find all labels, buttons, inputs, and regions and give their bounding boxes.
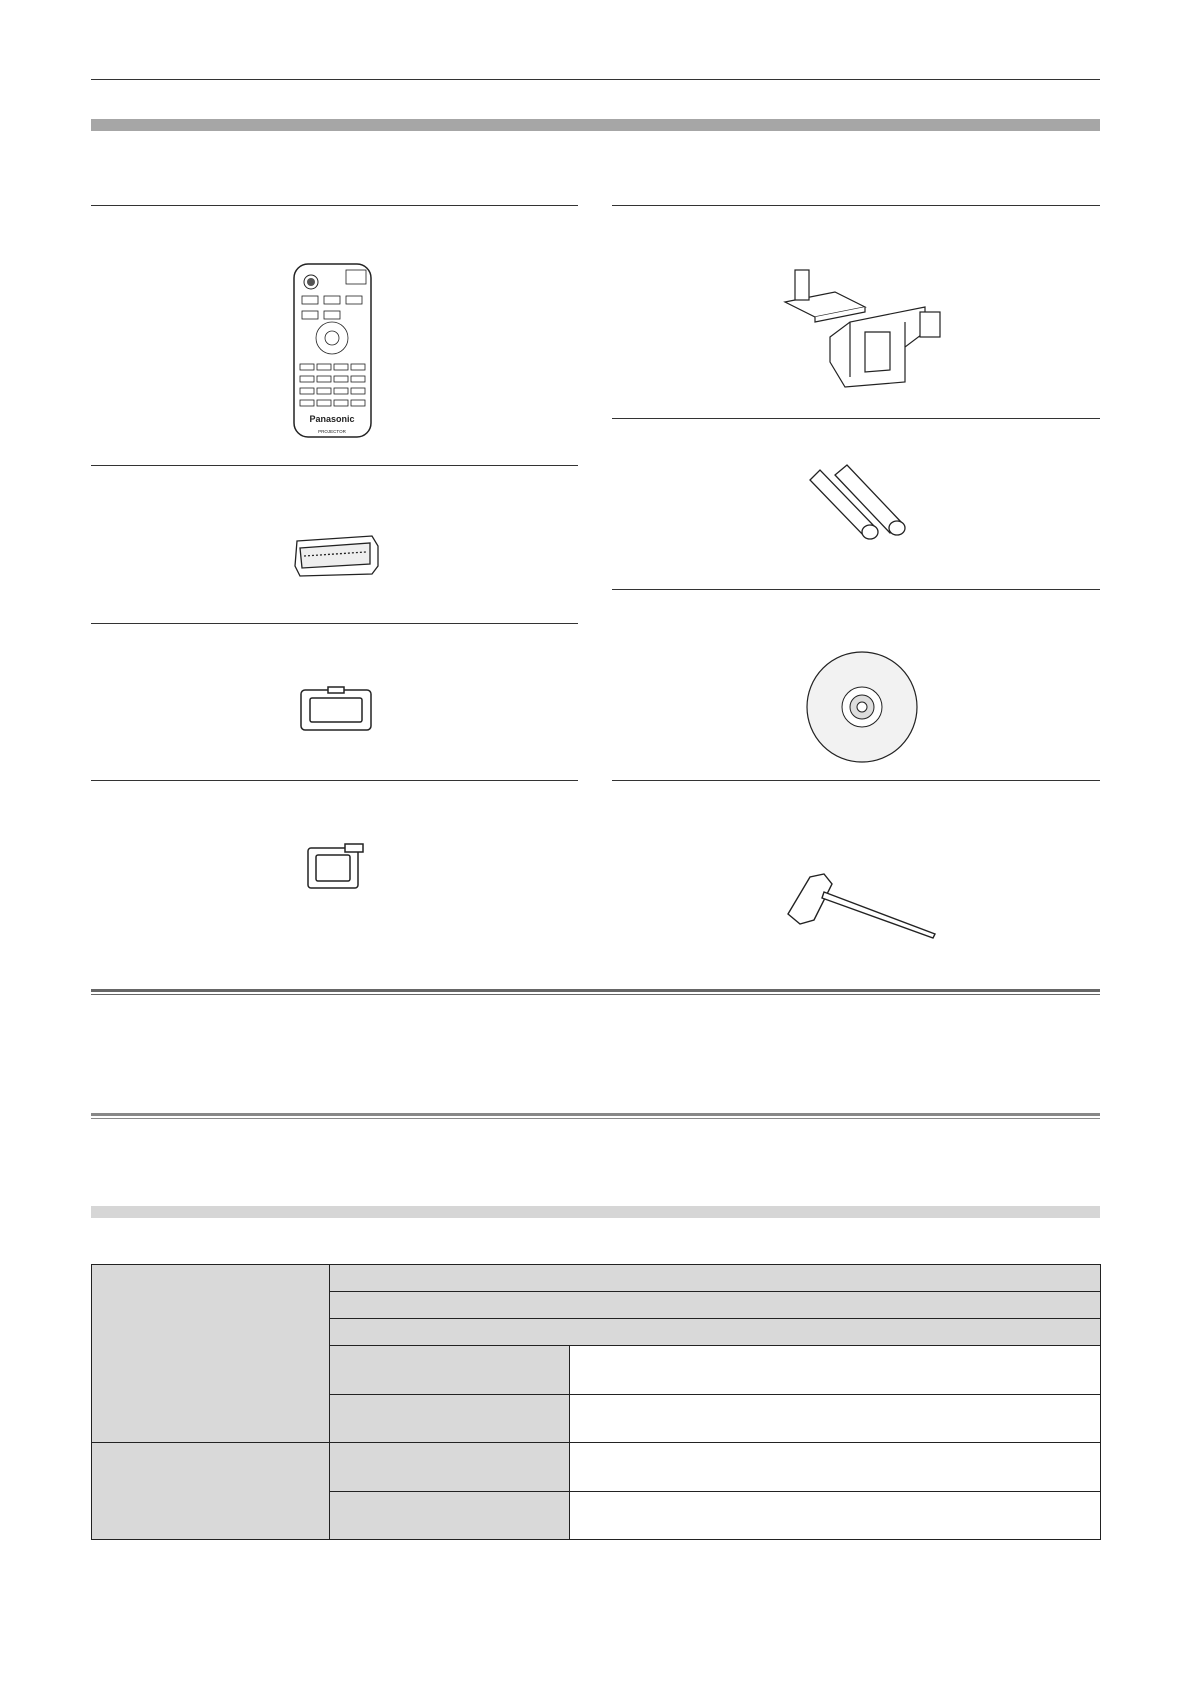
batteries-illustration: [805, 455, 935, 550]
table-row-header: [92, 1265, 330, 1443]
subsection-title-band: [91, 1206, 1100, 1218]
table-cell: [330, 1265, 1101, 1292]
attention-rule-top: [91, 1113, 1100, 1116]
table-cell: [570, 1443, 1101, 1492]
item-divider: [91, 623, 578, 624]
attention-rule-bottom: [91, 1118, 1100, 1119]
item-divider: [91, 465, 578, 466]
frame-cover-small-illustration: [305, 842, 370, 892]
table-row-header: [92, 1443, 330, 1540]
table-cell: [330, 1443, 570, 1492]
item-divider: [612, 418, 1100, 419]
note-rule-bottom: [91, 994, 1100, 995]
bracket-adapter-illustration: [775, 262, 955, 392]
cd-rom-illustration: [805, 650, 920, 765]
table-cell: [570, 1492, 1101, 1540]
table-cell: [330, 1346, 570, 1395]
spec-table: [91, 1264, 1101, 1540]
remote-brand-text: Panasonic: [309, 414, 355, 424]
section-title-band: [91, 119, 1100, 131]
table-cell: [330, 1395, 570, 1443]
table-cell: [330, 1292, 1101, 1319]
header-rule: [91, 79, 1100, 80]
item-divider: [612, 589, 1100, 590]
connector-cover-illustration: [292, 526, 382, 581]
table-cell: [570, 1395, 1101, 1443]
item-divider: [612, 780, 1100, 781]
table-cell: [330, 1492, 570, 1540]
table-cell: [570, 1346, 1101, 1395]
item-divider: [91, 205, 578, 206]
item-divider: [612, 205, 1100, 206]
remote-model-text: PROJECTOR: [318, 429, 346, 434]
frame-cover-large-illustration: [298, 685, 378, 735]
hex-wrench-illustration: [780, 862, 940, 942]
note-rule-top: [91, 989, 1100, 992]
remote-control-illustration: [290, 262, 375, 442]
table-cell: [330, 1319, 1101, 1346]
item-divider: [91, 780, 578, 781]
